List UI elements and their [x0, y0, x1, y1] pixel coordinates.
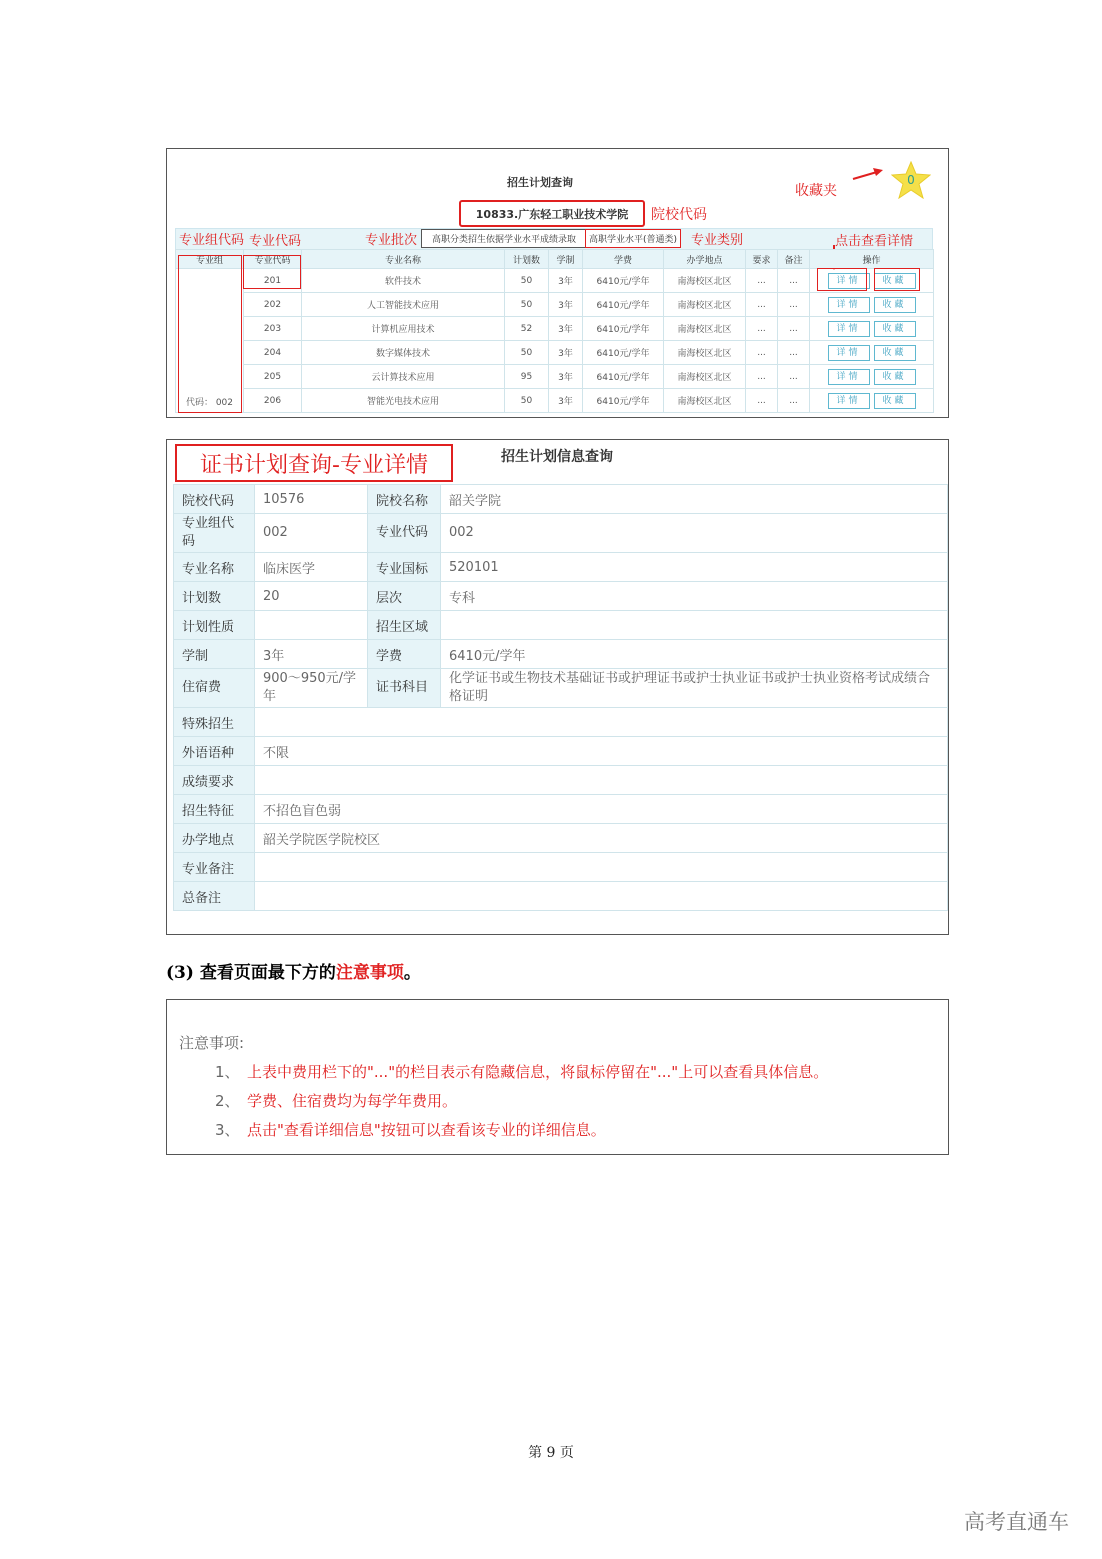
detail-table	[173, 484, 948, 911]
detail-value: 520101	[441, 553, 948, 582]
favorite-button[interactable]: 收藏	[874, 369, 916, 385]
table-row	[176, 341, 934, 365]
cell-fee: 6410元/学年	[583, 293, 664, 317]
detail-label: 计划数	[174, 582, 255, 611]
detail-value: 不限	[255, 737, 948, 766]
detail-row	[174, 640, 948, 669]
cell-actions	[810, 293, 934, 317]
detail-value: 6410元/学年	[441, 640, 948, 669]
detail-button[interactable]: 详情	[828, 273, 870, 289]
detail-label: 专业备注	[174, 853, 255, 882]
cell-note: ...	[778, 269, 810, 293]
detail-value: 002	[255, 514, 368, 553]
col-header: 要求	[746, 250, 778, 269]
detail-row	[174, 514, 948, 553]
cell-plan: 50	[505, 269, 549, 293]
detail-value	[255, 853, 948, 882]
favorite-button[interactable]: 收藏	[874, 345, 916, 361]
note-number: 3、	[215, 1121, 240, 1139]
highlight-detail-button	[817, 268, 867, 291]
detail-label: 招生特征	[174, 795, 255, 824]
note-text: 点击"查看详细信息"按钮可以查看该专业的详细信息。	[247, 1121, 606, 1139]
detail-row	[174, 611, 948, 640]
cell-note: ...	[778, 389, 810, 413]
highlight-favorite-button	[874, 268, 920, 291]
cell-location: 南海校区北区	[664, 341, 746, 365]
detail-label: 办学地点	[174, 824, 255, 853]
detail-label: 特殊招生	[174, 708, 255, 737]
batch-select[interactable]: 高职分类招生依据学业水平成绩录取	[421, 229, 587, 248]
highlight-code	[243, 255, 301, 289]
detail-row	[174, 737, 948, 766]
detail-value: 韶关学院	[441, 485, 948, 514]
detail-label: 招生区域	[368, 611, 441, 640]
annotation-group-code: 专业组代码	[179, 233, 245, 248]
detail-label: 成绩要求	[174, 766, 255, 795]
detail-button[interactable]: 详情	[828, 345, 870, 361]
detail-screenshot	[166, 439, 949, 935]
detail-label: 学制	[174, 640, 255, 669]
cell-location: 南海校区北区	[664, 365, 746, 389]
detail-row	[174, 795, 948, 824]
cell-years: 3年	[549, 293, 583, 317]
group-code-cell: 代码： 002	[176, 269, 244, 413]
cell-name: 计算机应用技术	[302, 317, 505, 341]
detail-label: 层次	[368, 582, 441, 611]
annotation-major-code: 专业代码	[249, 234, 302, 249]
detail-row	[174, 553, 948, 582]
cell-code: 203	[244, 317, 302, 341]
favorite-button[interactable]: 收藏	[874, 321, 916, 337]
cell-actions	[810, 389, 934, 413]
detail-value: 20	[255, 582, 368, 611]
detail-value: 韶关学院医学院校区	[255, 824, 948, 853]
cell-plan: 52	[505, 317, 549, 341]
cell-code: 204	[244, 341, 302, 365]
col-header: 计划数	[505, 250, 549, 269]
detail-row	[174, 708, 948, 737]
col-header: 专业代码	[244, 250, 302, 269]
detail-label: 专业组代码	[174, 514, 255, 553]
cell-note: ...	[778, 365, 810, 389]
detail-box-title: 证书计划查询-专业详情	[175, 444, 453, 482]
cell-plan: 50	[505, 293, 549, 317]
col-header: 办学地点	[664, 250, 746, 269]
cell-location: 南海校区北区	[664, 269, 746, 293]
detail-row	[174, 669, 948, 708]
cell-years: 3年	[549, 269, 583, 293]
page-title: 招生计划查询	[507, 176, 573, 189]
detail-value	[255, 708, 948, 737]
detail-button[interactable]: 详情	[828, 297, 870, 313]
detail-value	[441, 611, 948, 640]
detail-value: 不招色盲色弱	[255, 795, 948, 824]
detail-label: 专业国标	[368, 553, 441, 582]
cell-req: ...	[746, 389, 778, 413]
table-row	[176, 389, 934, 413]
step3-suffix: 。	[403, 963, 421, 983]
detail-row	[174, 582, 948, 611]
note-number: 1、	[215, 1063, 240, 1081]
detail-label: 专业名称	[174, 553, 255, 582]
cell-fee: 6410元/学年	[583, 269, 664, 293]
cell-plan: 50	[505, 341, 549, 365]
col-header: 专业名称	[302, 250, 505, 269]
highlight-group	[178, 255, 242, 413]
annotation-college-code: 院校代码	[651, 207, 707, 223]
annotation-type: 专业类别	[691, 233, 744, 248]
table-row	[176, 365, 934, 389]
detail-label: 住宿费	[174, 669, 255, 708]
detail-row	[174, 485, 948, 514]
arrow-right-icon	[851, 167, 885, 181]
cell-note: ...	[778, 317, 810, 341]
col-header: 专业组	[176, 250, 244, 269]
detail-value: 002	[441, 514, 948, 553]
cell-years: 3年	[549, 365, 583, 389]
cell-location: 南海校区北区	[664, 293, 746, 317]
favorites-count: 0	[907, 173, 915, 187]
detail-value: 化学证书或生物技术基础证书或护理证书或护士执业证书或护士执业资格考试成绩合格证明	[441, 669, 948, 708]
annotation-batch: 专业批次	[365, 233, 418, 248]
annotation-favorites: 收藏夹	[795, 183, 837, 199]
detail-value: 临床医学	[255, 553, 368, 582]
page-number: 第 9 页	[528, 1445, 574, 1461]
cell-name: 数字媒体技术	[302, 341, 505, 365]
col-header: 备注	[778, 250, 810, 269]
detail-label: 院校代码	[174, 485, 255, 514]
cell-plan: 95	[505, 365, 549, 389]
detail-label: 专业代码	[368, 514, 441, 553]
note-number: 2、	[215, 1092, 240, 1110]
detail-label: 证书科目	[368, 669, 441, 708]
cell-location: 南海校区北区	[664, 389, 746, 413]
table-row	[176, 293, 934, 317]
detail-value	[255, 611, 368, 640]
type-select[interactable]: 高职学业水平(普通类)	[585, 229, 681, 248]
detail-row	[174, 824, 948, 853]
notes-heading: 注意事项:	[179, 1034, 245, 1052]
cell-years: 3年	[549, 389, 583, 413]
detail-button[interactable]: 详情	[828, 321, 870, 337]
detail-button[interactable]: 详情	[828, 369, 870, 385]
table-row	[176, 317, 934, 341]
cell-actions	[810, 341, 934, 365]
cell-fee: 6410元/学年	[583, 341, 664, 365]
favorite-button[interactable]: 收藏	[874, 297, 916, 313]
detail-label: 学费	[368, 640, 441, 669]
detail-label: 计划性质	[174, 611, 255, 640]
detail-value	[255, 766, 948, 795]
detail-value: 3年	[255, 640, 368, 669]
detail-row	[174, 766, 948, 795]
cell-note: ...	[778, 341, 810, 365]
cell-code: 206	[244, 389, 302, 413]
watermark: 高考直通车	[964, 1510, 1069, 1534]
detail-value: 900～950元/学年	[255, 669, 368, 708]
col-header: 操作	[810, 250, 934, 269]
notes-box	[166, 999, 949, 1155]
favorite-button[interactable]: 收藏	[874, 273, 916, 289]
col-header: 学制	[549, 250, 583, 269]
note-item	[215, 1061, 828, 1082]
note-item	[215, 1090, 457, 1111]
cell-req: ...	[746, 365, 778, 389]
cell-req: ...	[746, 317, 778, 341]
step3-heading	[166, 958, 421, 983]
cell-location: 南海校区北区	[664, 317, 746, 341]
detail-label: 外语语种	[174, 737, 255, 766]
annotation-detail: 点击查看详情	[835, 234, 914, 249]
cell-years: 3年	[549, 341, 583, 365]
cell-name: 云计算技术应用	[302, 365, 505, 389]
detail-label: 院校名称	[368, 485, 441, 514]
detail-row	[174, 882, 948, 911]
col-header: 学费	[583, 250, 664, 269]
plan-query-screenshot	[166, 148, 949, 418]
favorite-button[interactable]: 收藏	[874, 393, 916, 409]
cell-actions	[810, 317, 934, 341]
note-text: 学费、住宿费均为每学年费用。	[247, 1092, 458, 1110]
cell-plan: 50	[505, 389, 549, 413]
cell-name: 智能光电技术应用	[302, 389, 505, 413]
note-text: 上表中费用栏下的"..."的栏目表示有隐藏信息，将鼠标停留在"..."上可以查看具体信息。	[247, 1063, 829, 1081]
cell-req: ...	[746, 341, 778, 365]
detail-value	[255, 882, 948, 911]
cell-fee: 6410元/学年	[583, 365, 664, 389]
cell-name: 软件技术	[302, 269, 505, 293]
cell-fee: 6410元/学年	[583, 317, 664, 341]
detail-value: 专科	[441, 582, 948, 611]
college-selector[interactable]: 10833.广东轻工职业技术学院	[459, 200, 645, 227]
cell-code: 205	[244, 365, 302, 389]
detail-page-title: 招生计划信息查询	[501, 449, 613, 465]
cell-code: 202	[244, 293, 302, 317]
cell-fee: 6410元/学年	[583, 389, 664, 413]
cell-req: ...	[746, 269, 778, 293]
cell-actions	[810, 365, 934, 389]
note-item	[215, 1119, 606, 1140]
detail-row	[174, 853, 948, 882]
step3-prefix: (3) 查看页面最下方的	[166, 963, 336, 983]
detail-button[interactable]: 详情	[828, 393, 870, 409]
detail-value: 10576	[255, 485, 368, 514]
step3-emphasis: 注意事项	[335, 963, 404, 983]
cell-req: ...	[746, 293, 778, 317]
cell-note: ...	[778, 293, 810, 317]
cell-name: 人工智能技术应用	[302, 293, 505, 317]
detail-label: 总备注	[174, 882, 255, 911]
cell-years: 3年	[549, 317, 583, 341]
cell-code: 201	[244, 269, 302, 293]
